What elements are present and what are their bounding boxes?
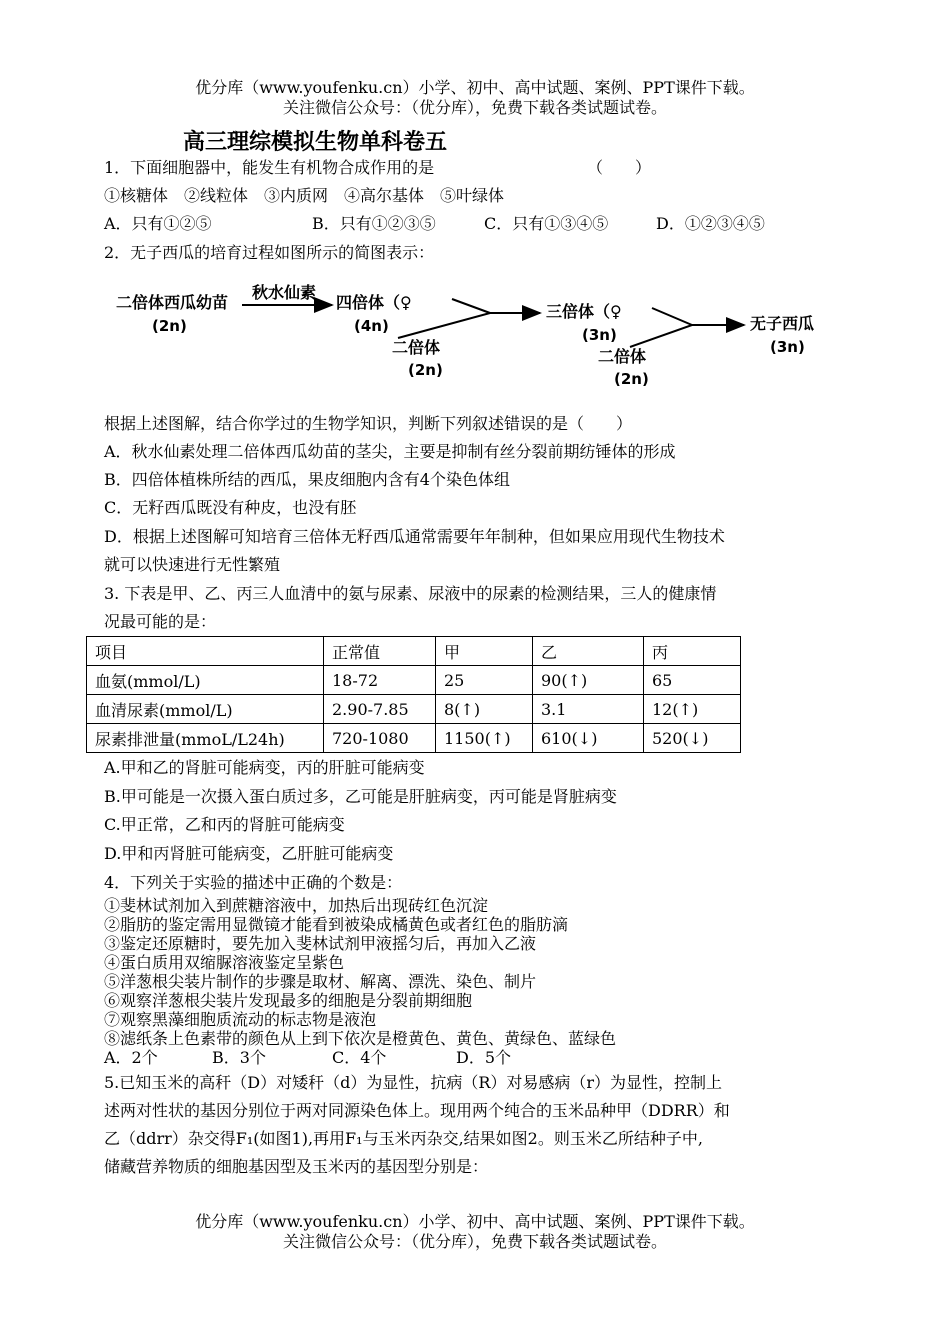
table-cell: 90(↑) <box>533 666 644 695</box>
footer-line-1: 优分库（www.youfenku.cn）小学、初中、高中试题、案例、PPT课件下载。 <box>195 1212 755 1231</box>
breeding-diagram <box>100 276 860 396</box>
q1-option-d: D．①②③④⑤ <box>656 214 765 233</box>
page-title: 高三理综模拟生物单科卷五 <box>183 130 448 155</box>
q1-stem <box>104 157 652 179</box>
q4-item: ⑤洋葱根尖装片制作的步骤是取材、解离、漂洗、染色、制片 <box>104 972 537 991</box>
test-results-table <box>86 636 741 753</box>
table-header-cell: 项目 <box>87 637 324 666</box>
q2-option-d-line-2: 就可以快速进行无性繁殖 <box>104 555 281 574</box>
q4-option-b: B．3个 <box>212 1048 266 1067</box>
q2-option-c: C．无籽西瓜既没有种皮，也没有胚 <box>104 498 357 517</box>
q3-option-b: B.甲可能是一次摄入蛋白质过多，乙可能是肝脏病变，丙可能是肾脏病变 <box>104 787 617 806</box>
q1-option-b: B．只有①②③⑤ <box>312 214 436 233</box>
table-cell: 12(↑) <box>644 695 741 724</box>
diagram-diploid-1: 二倍体 <box>392 338 441 357</box>
q4-stem: 4．下列关于实验的描述中正确的个数是： <box>104 873 403 892</box>
q4-option-a: A．2个 <box>104 1048 158 1067</box>
diagram-diploid-1-ploidy: (2n) <box>408 361 443 379</box>
q4-item: ②脂肪的鉴定需用显微镜才能看到被染成橘黄色或者红色的脂肪滴 <box>104 915 569 934</box>
q4-item: ③鉴定还原糖时，要先加入斐林试剂甲液摇匀后，再加入乙液 <box>104 934 537 953</box>
table-row <box>87 724 741 753</box>
q4-item: ⑥观察洋葱根尖装片发现最多的细胞是分裂前期细胞 <box>104 991 473 1010</box>
q1-answer-paren: （ ） <box>587 158 652 177</box>
q4-item: ①斐林试剂加入到蔗糖溶液中，加热后出现砖红色沉淀 <box>104 896 489 915</box>
diagram-tetraploid: 四倍体（♀ <box>336 293 412 312</box>
table-cell: 血清尿素(mmol/L) <box>87 695 324 724</box>
diagram-colchicine: 秋水仙素 <box>252 283 317 302</box>
q1-option-c: C．只有①③④⑤ <box>484 214 609 233</box>
q3-option-a: A.甲和乙的肾脏可能病变，丙的肝脏可能病变 <box>104 758 425 777</box>
table-header-cell: 甲 <box>436 637 533 666</box>
q3-stem-line-2: 况最可能的是： <box>104 612 217 631</box>
q2-option-a: A．秋水仙素处理二倍体西瓜幼苗的茎尖，主要是抑制有丝分裂前期纺锤体的形成 <box>104 442 676 461</box>
q3-option-d: D.甲和丙肾脏可能病变，乙肝脏可能病变 <box>104 844 394 863</box>
q1-items: ①核糖体 ②线粒体 ③内质网 ④高尔基体 ⑤叶绿体 <box>104 186 505 205</box>
diagram-seedling: 二倍体西瓜幼苗 <box>116 293 229 312</box>
table-cell: 720-1080 <box>324 724 436 753</box>
table-header-cell: 丙 <box>644 637 741 666</box>
header-line-2: 关注微信公众号：（优分库），免费下载各类试题试卷。 <box>282 98 667 117</box>
diagram-triploid: 三倍体（♀ <box>546 302 622 321</box>
q4-option-d: D．5个 <box>456 1048 512 1067</box>
diagram-merge-arrow-1 <box>398 299 540 338</box>
table-row <box>87 695 741 724</box>
table-cell: 25 <box>436 666 533 695</box>
q5-line-3: 乙（ddrr）杂交得F₁(如图1),再用F₁与玉米丙杂交,结果如图2。则玉米乙所结种子中, <box>104 1129 703 1148</box>
q4-item: ④蛋白质用双缩脲溶液鉴定呈紫色 <box>104 953 345 972</box>
table-cell: 520(↓) <box>644 724 741 753</box>
table-cell: 1150(↑) <box>436 724 533 753</box>
table-cell: 3.1 <box>533 695 644 724</box>
footer-line-2: 关注微信公众号：（优分库），免费下载各类试题试卷。 <box>282 1232 667 1251</box>
q4-option-c: C．4个 <box>332 1048 387 1067</box>
table-header-cell: 乙 <box>533 637 644 666</box>
table-cell: 610(↓) <box>533 724 644 753</box>
diagram-triploid-ploidy: (3n) <box>582 326 617 344</box>
table-cell: 2.90-7.85 <box>324 695 436 724</box>
q5-line-2: 述两对性状的基因分别位于两对同源染色体上。现用两个纯合的玉米品种甲（DDRR）和 <box>104 1101 730 1120</box>
q2-option-d-line-1: D．根据上述图解可知培育三倍体无籽西瓜通常需要年年制种，但如果应用现代生物技术 <box>104 527 725 546</box>
q3-option-c: C.甲正常，乙和丙的肾脏可能病变 <box>104 815 345 834</box>
table-row <box>87 666 741 695</box>
diagram-merge-arrow-2 <box>630 308 744 347</box>
diagram-result-ploidy: (3n) <box>770 338 805 356</box>
q4-item: ⑧滤纸条上色素带的颜色从上到下依次是橙黄色、黄色、黄绿色、蓝绿色 <box>104 1029 617 1048</box>
diagram-diploid-2: 二倍体 <box>598 347 647 366</box>
diagram-diploid-2-ploidy: (2n) <box>614 370 649 388</box>
table-cell: 8(↑) <box>436 695 533 724</box>
diagram-seedling-ploidy: (2n) <box>152 317 187 335</box>
diagram-seedless-watermelon: 无子西瓜 <box>750 314 815 333</box>
table-header-row <box>87 637 741 666</box>
q5-line-1: 5.已知玉米的高秆（D）对矮秆（d）为显性，抗病（R）对易感病（r）为显性，控制上 <box>104 1073 723 1092</box>
q2-option-b: B．四倍体植株所结的西瓜，果皮细胞内含有4个染色体组 <box>104 470 510 489</box>
q4-item: ⑦观察黑藻细胞质流动的标志物是液泡 <box>104 1010 377 1029</box>
q3-stem-line-1: 3. 下表是甲、乙、丙三人血清中的氨与尿素、尿液中的尿素的检测结果，三人的健康情 <box>104 584 717 603</box>
table-header-cell: 正常值 <box>324 637 436 666</box>
diagram-tetraploid-ploidy: (4n) <box>354 317 389 335</box>
q2-prompt: 根据上述图解，结合你学过的生物学知识，判断下列叙述错误的是（ ） <box>104 414 633 433</box>
table-cell: 18-72 <box>324 666 436 695</box>
q1-option-a: A．只有①②⑤ <box>104 214 212 233</box>
q5-line-4: 储藏营养物质的细胞基因型及玉米丙的基因型分别是： <box>104 1157 489 1176</box>
q1-stem-text: 1．下面细胞器中，能发生有机物合成作用的是 <box>104 158 435 177</box>
table-cell: 尿素排泄量(mmoL/L24h) <box>87 724 324 753</box>
table-cell: 血氨(mmol/L) <box>87 666 324 695</box>
q2-stem: 2．无子西瓜的培育过程如图所示的简图表示： <box>104 243 435 262</box>
header-line-1: 优分库（www.youfenku.cn）小学、初中、高中试题、案例、PPT课件下载。 <box>195 78 755 97</box>
table-cell: 65 <box>644 666 741 695</box>
